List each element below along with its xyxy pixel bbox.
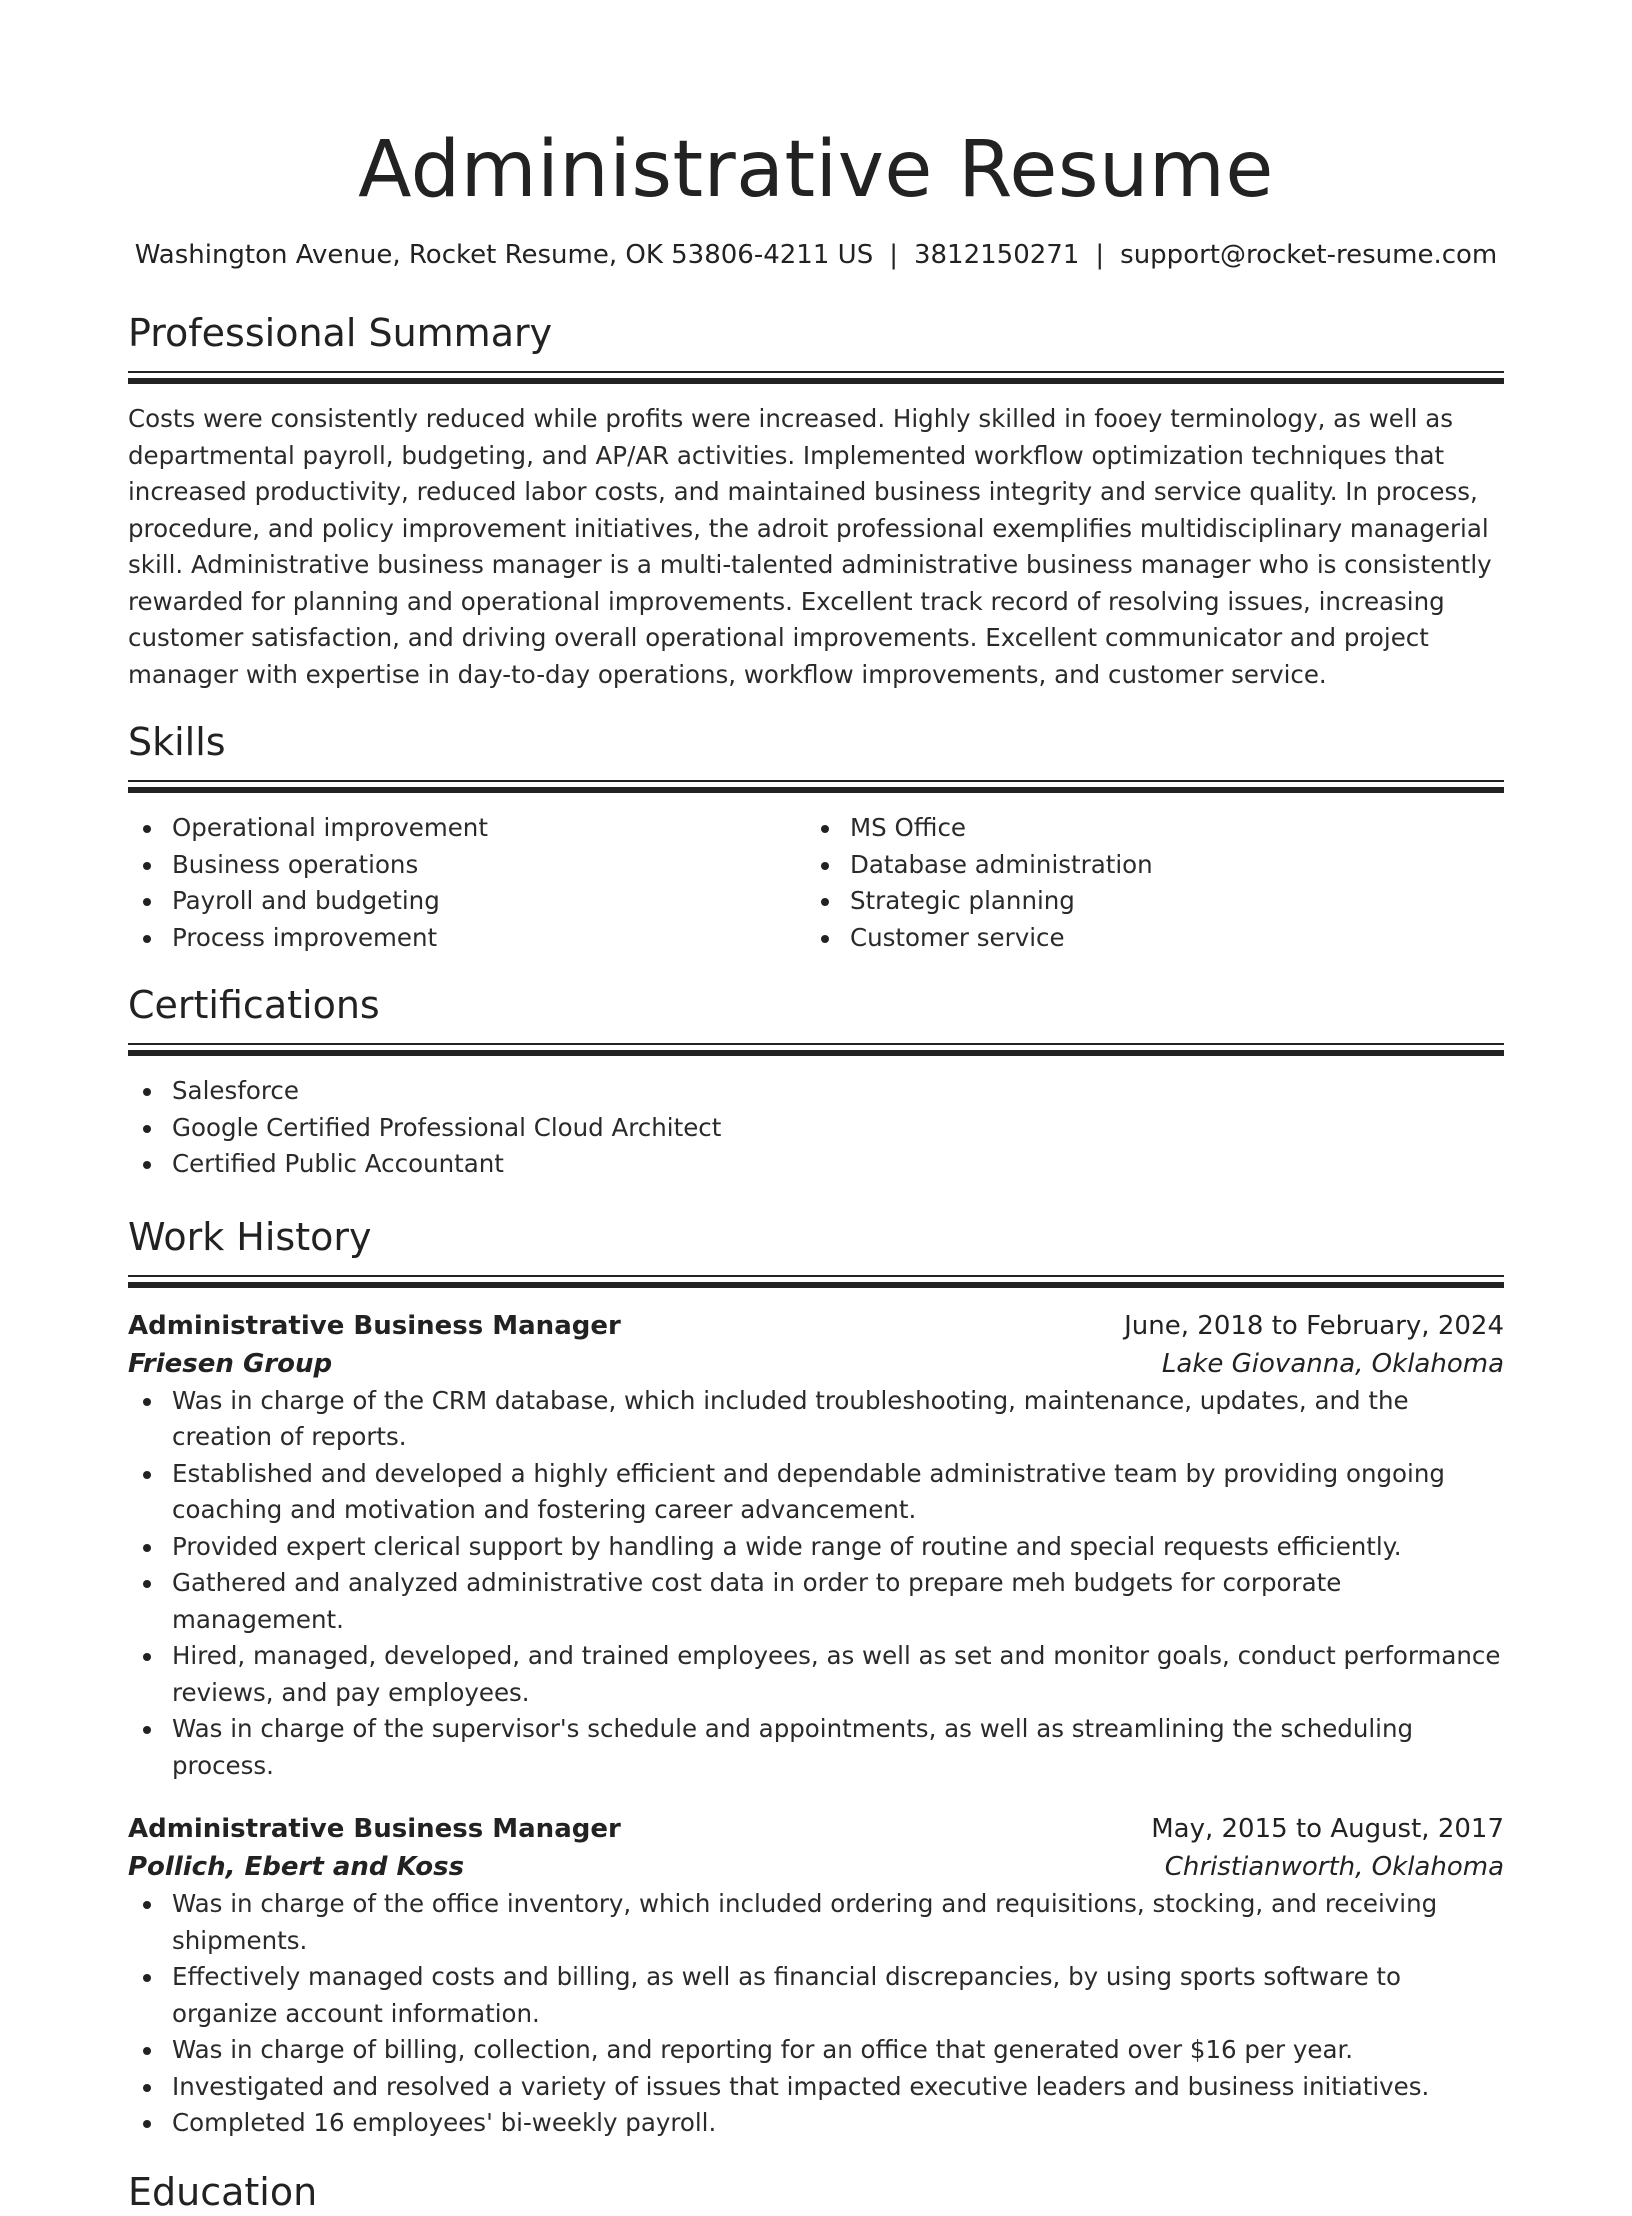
job-bullet: Hired, managed, developed, and trained employees, as well as set and monitor goals, conduct performance reviews, and pay employees. <box>172 1638 1504 1711</box>
work-history-heading: Work History <box>128 1214 372 1259</box>
job-title: Administrative Business Manager <box>128 1310 621 1341</box>
job-title: Administrative Business Manager <box>128 1814 621 1844</box>
education-heading: Education <box>128 2169 318 2214</box>
job-bullet: Provided expert clerical support by handling a wide range of routine and special requests efficiently. <box>172 1529 1504 1566</box>
work-history-section <box>128 1213 1504 2142</box>
job-entry <box>128 1810 1504 2142</box>
summary-heading: Professional Summary <box>128 311 553 355</box>
job-location: Christianworth, Oklahoma <box>1164 1852 1504 1882</box>
skills-heading: Skills <box>128 720 226 764</box>
summary-text: Costs were consistently reduced while profits were increased. Highly skilled in fooey terminology, as well as departmental payroll, budgeting, and AP/AR activities. Implemented workflow optimization techniques that increased productivity, reduced labor costs, and maintained business integrity and service quality. In process, procedure, and policy improvement initiatives, the adroit professional exemplifies multidisciplinary managerial skill. Administrative business manager is a multi-talented administrative business manager who is consistently rewarded for planning and operational improvements. Excellent track record of resolving issues, increasing customer satisfaction, and driving overall operational improvements. Excellent communicator and project manager with expertise in day-to-day operations, workflow improvements, and customer service. <box>128 404 1492 689</box>
skill-item: Database administration <box>850 847 1484 884</box>
job-bullet: Was in charge of billing, collection, and reporting for an office that generated over $16 per year. <box>172 2032 1504 2069</box>
skills-section <box>128 718 1504 956</box>
resume-page <box>128 0 1504 2216</box>
resume-name: Administrative Resume <box>358 125 1274 215</box>
summary-section <box>128 309 1504 693</box>
skill-item: Business operations <box>172 847 806 884</box>
contact-phone: 3812150271 <box>913 240 1080 270</box>
skill-item: Operational improvement <box>172 810 806 847</box>
certification-item: Certified Public Accountant <box>172 1146 1504 1183</box>
job-location: Lake Giovanna, Oklahoma <box>1161 1348 1504 1379</box>
job-entry <box>128 1307 1504 1785</box>
job-company: Friesen Group <box>128 1348 333 1379</box>
job-bullet: Effectively managed costs and billing, as well as financial discrepancies, by using sports software to organize account information. <box>172 1959 1504 2032</box>
job-bullet: Was in charge of the office inventory, which included ordering and requisitions, stocking, and receiving shipments. <box>172 1886 1504 1959</box>
job-dates: June, 2018 to February, 2024 <box>1124 1310 1504 1341</box>
skill-item: Strategic planning <box>850 883 1484 920</box>
job-bullet: Established and developed a highly efficient and dependable administrative team by providing ongoing coaching and motivation and fostering career advancement. <box>172 1456 1504 1529</box>
job-bullet: Investigated and resolved a variety of issues that impacted executive leaders and business initiatives. <box>172 2069 1504 2106</box>
job-bullet: Completed 16 employees' bi-weekly payroll. <box>172 2105 1504 2142</box>
certifications-section <box>128 981 1504 1183</box>
skill-item: Process improvement <box>172 920 806 957</box>
job-dates: May, 2015 to August, 2017 <box>1151 1814 1504 1844</box>
contact-email: support@rocket-resume.com <box>1120 240 1498 270</box>
section-divider <box>128 371 1504 385</box>
education-section <box>128 2168 1504 2216</box>
contact-separator: | <box>1095 240 1105 270</box>
certification-item: Google Certified Professional Cloud Architect <box>172 1110 1504 1147</box>
section-divider <box>128 1043 1504 1057</box>
section-divider <box>128 1275 1504 1289</box>
job-bullet: Was in charge of the supervisor's schedule and appointments, as well as streamlining the scheduling process. <box>172 1711 1504 1784</box>
job-company: Pollich, Ebert and Koss <box>128 1852 465 1882</box>
skill-item: MS Office <box>850 810 1484 847</box>
skill-item: Customer service <box>850 920 1484 957</box>
skills-left-column <box>128 810 806 956</box>
contact-line <box>128 238 1504 272</box>
job-bullet: Gathered and analyzed administrative cost data in order to prepare meh budgets for corporate management. <box>172 1565 1504 1638</box>
contact-separator: | <box>889 240 898 270</box>
section-divider <box>128 780 1504 794</box>
skill-item: Payroll and budgeting <box>172 883 806 920</box>
contact-address: Washington Avenue, Rocket Resume, OK 53806-4211 US <box>134 240 874 270</box>
skills-right-column <box>806 810 1484 956</box>
skills-grid <box>128 810 1504 956</box>
job-bullet: Was in charge of the CRM database, which included troubleshooting, maintenance, updates, and the creation of reports. <box>172 1383 1504 1456</box>
certification-item: Salesforce <box>172 1073 1504 1110</box>
certifications-heading: Certifications <box>128 983 380 1027</box>
